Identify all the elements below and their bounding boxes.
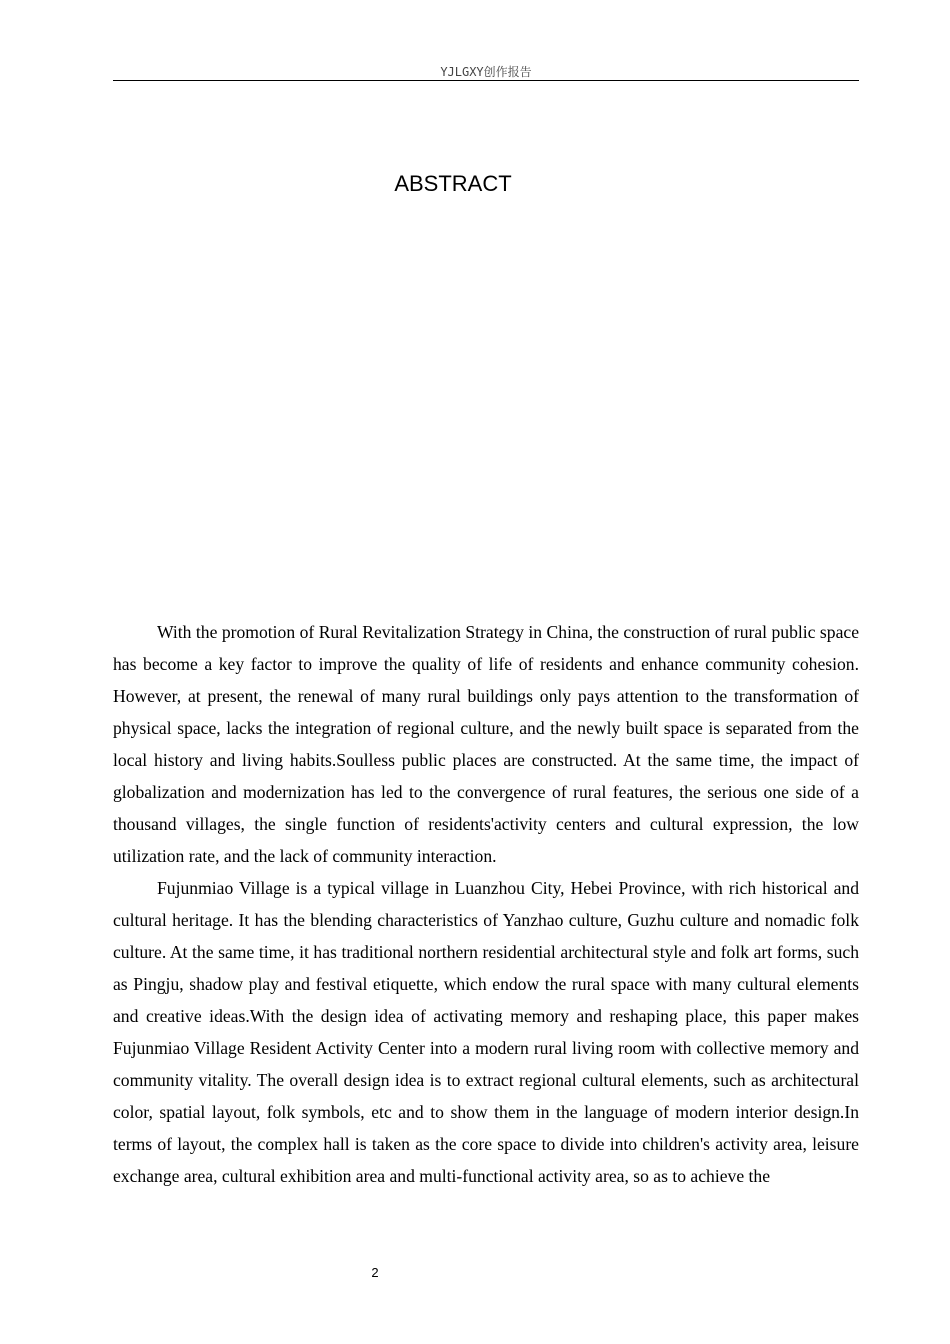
page-number: 2: [371, 1265, 379, 1280]
running-header: YJLGXY创作报告: [440, 65, 532, 79]
abstract-paragraph-2: Fujunmiao Village is a typical village in Luanzhou City, Hebei Province, with rich historical and cultural heritage. It has the blending characteristics of Yanzhao culture, Guzhu culture and nomadic folk culture. At the same time, it has traditional northern residential architectural style and folk art forms, such as Pingju, shadow play and festival etiquette, which endow the rural space with many cultural elements and creative ideas.With the design idea of activating memory and reshaping place, this paper makes Fujunmiao Village Resident Activity Center into a modern rural living room with collective memory and community vitality. The overall design idea is to extract regional cultural elements, such as architectural color, spatial layout, folk symbols, etc and to show them in the language of modern interior design.In terms of layout, the complex hall is taken as the core space to divide into children's activity area, leisure exchange area, cultural exhibition area and multi-functional activity area, so as to achieve the: [113, 878, 859, 1186]
header-rule: [113, 80, 859, 81]
abstract-paragraph-1: With the promotion of Rural Revitalization Strategy in China, the construction of rural public space has become a key factor to improve the quality of life of residents and enhance community cohesion. However, at present, the renewal of many rural buildings only pays attention to the transformation of physical space, lacks the integration of regional culture, and the newly built space is separated from the local history and living habits.Soulless public places are constructed. At the same time, the impact of globalization and modernization has led to the convergence of rural features, the serious one side of a thousand villages, the single function of residents'activity centers and cultural expression, the low utilization rate, and the lack of community interaction.: [113, 622, 859, 866]
abstract-body: [113, 616, 859, 1192]
abstract-title: ABSTRACT: [394, 171, 512, 196]
